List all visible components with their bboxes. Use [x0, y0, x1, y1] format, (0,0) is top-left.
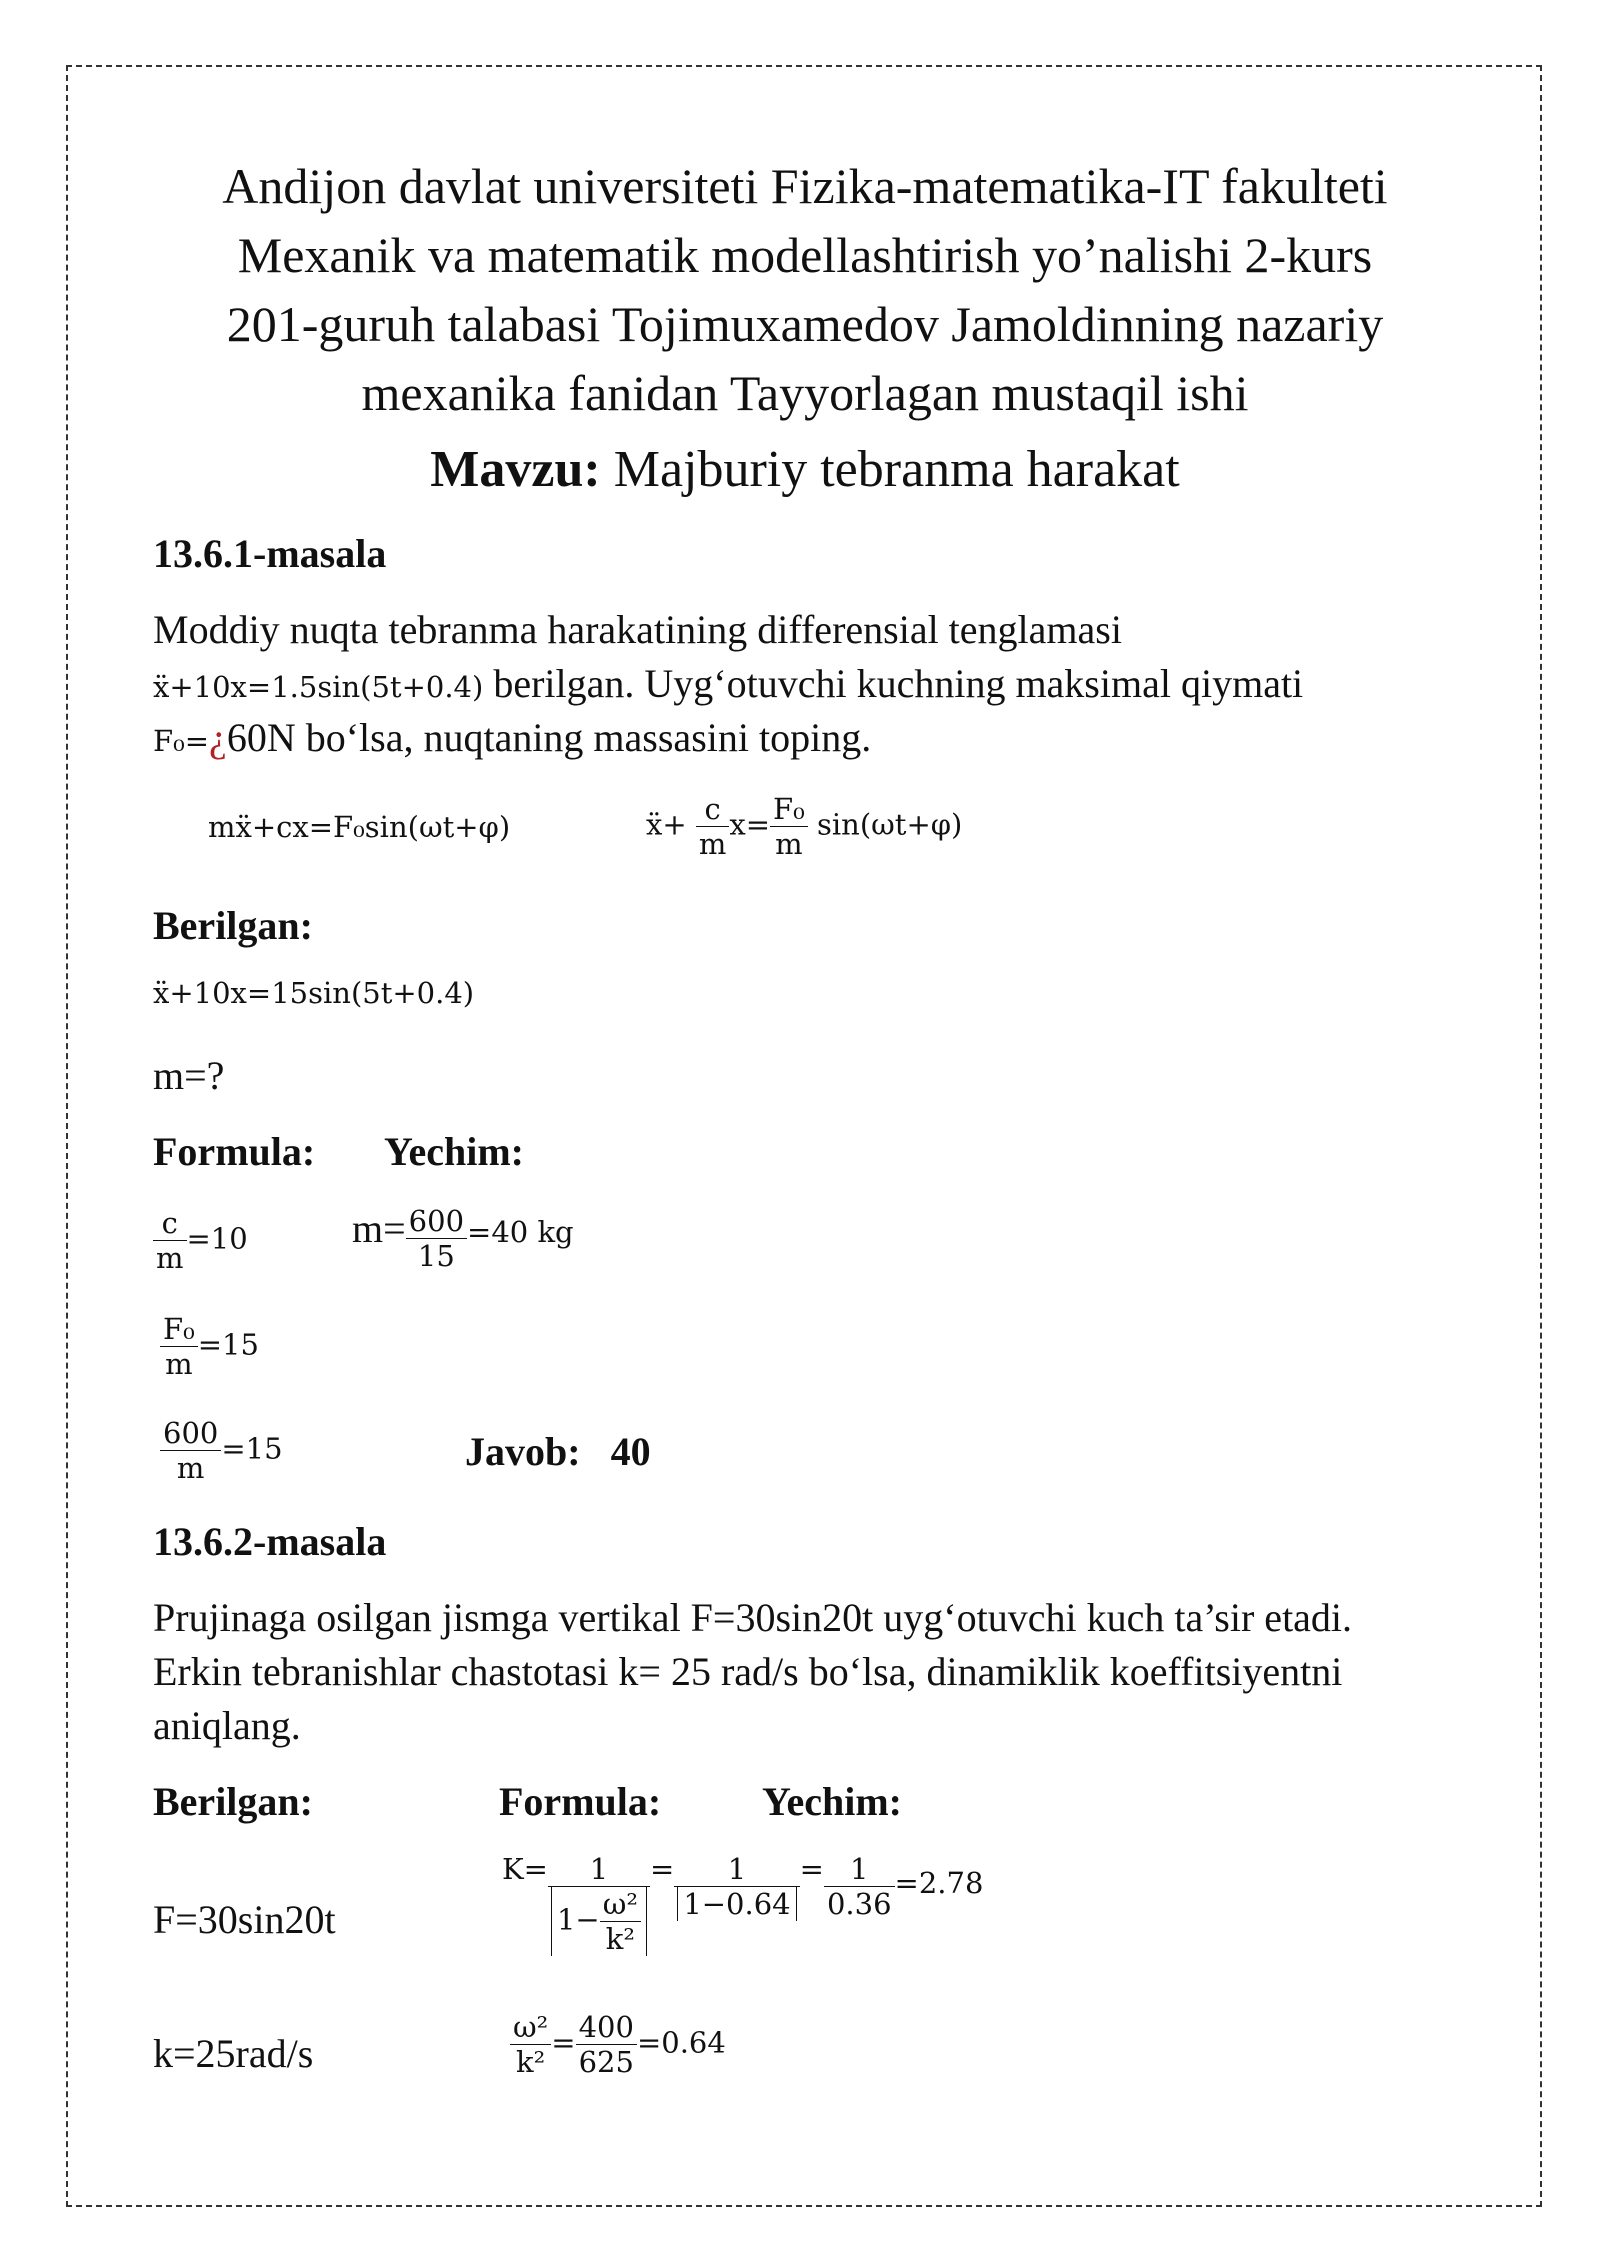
equation-general: mẍ+cx=F₀sin(ωt+φ) — [208, 810, 511, 844]
abs-value: 1−0.64 — [677, 1887, 796, 1921]
fraction-last — [824, 1852, 895, 1921]
fraction-mid — [674, 1852, 799, 1921]
fraction-f0-m — [770, 792, 808, 861]
title-line-1: Andijon davlat universiteti Fizika-matematika-IT fakulteti — [222, 158, 1388, 214]
eq-norm-sin: sin(ωt+φ) — [817, 807, 963, 842]
topic — [150, 440, 1460, 499]
problem1-heading: 13.6.1-masala — [153, 531, 387, 576]
frac-num: 600 — [160, 1416, 221, 1451]
problem1-line2 — [153, 660, 1303, 707]
given-label-1: Berilgan: — [153, 903, 313, 948]
frac-den: m — [165, 1347, 193, 1381]
solution-label-1: Yechim: — [384, 1129, 524, 1174]
equals: = — [551, 2025, 576, 2060]
formula-rhs: =15 — [197, 1327, 259, 1362]
fraction-omega-k — [510, 2010, 551, 2079]
fraction-main — [548, 1852, 650, 1956]
frac-den: k² — [605, 1922, 635, 1956]
formula-600-over-m — [160, 1416, 283, 1485]
formula-c-over-m — [153, 1206, 248, 1275]
title-line-3: 201-guruh talabasi Tojimuxamedov Jamoldinning nazariy — [226, 296, 1384, 352]
frac-num: c — [696, 792, 730, 827]
solution-mass — [352, 1204, 574, 1273]
ratio-result: =0.64 — [636, 2025, 726, 2060]
fraction-c-m — [696, 792, 730, 861]
document-title — [150, 152, 1460, 428]
fraction — [406, 1204, 467, 1273]
frac-num: 1 — [548, 1852, 650, 1887]
eq-norm-left: ẍ+ — [646, 807, 687, 842]
frac-den — [548, 1887, 650, 1956]
problem2-line1: Prujinaga osilgan jismga vertikal F=30sin20t uyg‘otuvchi kuch ta’sir etadi. — [153, 1595, 1353, 1640]
frac-num: c — [153, 1206, 187, 1241]
frac-num: 400 — [576, 2010, 637, 2045]
abs-value — [551, 1887, 647, 1956]
problem1-line3 — [153, 714, 871, 761]
given-equation-2: ẍ+10x=15sin(5t+0.4) — [153, 976, 475, 1010]
solution-rhs: =40 kg — [467, 1215, 574, 1250]
frac-num: F₀ — [160, 1312, 198, 1347]
k-result: =2.78 — [894, 1866, 984, 1900]
title-line-2: Mexanik va matematik modellashtirish yo’nalishi 2-kurs — [237, 227, 1373, 283]
k-lhs: K= — [502, 1852, 548, 1886]
unknown-mass: m=? — [153, 1053, 225, 1098]
given-equation: ẍ+10x=1.5sin(5t+0.4) — [153, 670, 484, 704]
problem2-line3: aniqlang. — [153, 1703, 301, 1748]
frac-den: m — [698, 827, 727, 861]
answer-value: 40 — [610, 1429, 651, 1474]
problem2-heading: 13.6.2-masala — [153, 1519, 387, 1564]
frac-den: m — [156, 1241, 184, 1275]
solution-lhs: m= — [352, 1206, 406, 1252]
f0-mark: ¿ — [209, 715, 227, 760]
equals: = — [799, 1852, 824, 1886]
formula-rhs: =10 — [186, 1221, 248, 1256]
eq-norm-x: x= — [729, 807, 771, 842]
frac-den: 15 — [417, 1239, 455, 1273]
problem1-line2-text: berilgan. Uyg‘otuvchi kuchning maksimal qiymati — [483, 661, 1304, 706]
equation-normalized — [646, 792, 962, 861]
formula-f0-over-m — [160, 1312, 259, 1381]
fraction-omega-k — [600, 1887, 641, 1956]
formula-label-1: Formula: — [153, 1129, 316, 1174]
frac-den: k² — [516, 2045, 546, 2079]
answer-label: Javob: — [465, 1429, 581, 1474]
frac-den: 625 — [578, 2045, 634, 2079]
frac-den: 0.36 — [826, 1887, 892, 1921]
fraction — [160, 1312, 198, 1381]
problem2-line2: Erkin tebranishlar chastotasi k= 25 rad/s bo‘lsa, dinamiklik koeffitsiyentni — [153, 1649, 1343, 1694]
frac-den: m — [176, 1451, 205, 1485]
frac-num: 600 — [406, 1204, 467, 1239]
formula-rhs: =15 — [221, 1431, 283, 1466]
formula-label-2: Formula: — [499, 1779, 662, 1824]
fraction — [160, 1416, 221, 1485]
given-label-2: Berilgan: — [153, 1779, 313, 1824]
frac-num: F₀ — [770, 792, 808, 827]
topic-label: Mavzu: — [430, 441, 601, 498]
frac-num: 1 — [674, 1852, 799, 1887]
solution-label-2: Yechim: — [762, 1779, 902, 1824]
dynamic-coefficient-formula — [502, 1852, 983, 1956]
ratio-formula — [510, 2010, 726, 2079]
frac-num: ω² — [600, 1887, 641, 1922]
equals: = — [650, 1852, 675, 1886]
frac-num: ω² — [510, 2010, 551, 2045]
answer-1 — [465, 1428, 651, 1475]
frac-num: 1 — [824, 1852, 895, 1887]
given-frequency: k=25rad/s — [153, 2031, 314, 2076]
f0-symbol: F₀= — [153, 724, 210, 758]
problem1-line3-text: 60N bo‘lsa, nuqtaning massasini toping. — [226, 715, 872, 760]
k-inner: 1− — [556, 1902, 600, 1937]
title-line-4: mexanika fanidan Tayyorlagan mustaqil ishi — [361, 365, 1249, 421]
given-force: F=30sin20t — [153, 1897, 336, 1942]
topic-text: Majburiy tebranma harakat — [600, 441, 1180, 498]
frac-den: m — [775, 827, 803, 861]
problem1-line1: Moddiy nuqta tebranma harakatining differensial tenglamasi — [153, 607, 1122, 652]
fraction — [153, 1206, 187, 1275]
frac-den — [674, 1887, 799, 1921]
fraction-400-625 — [576, 2010, 637, 2079]
